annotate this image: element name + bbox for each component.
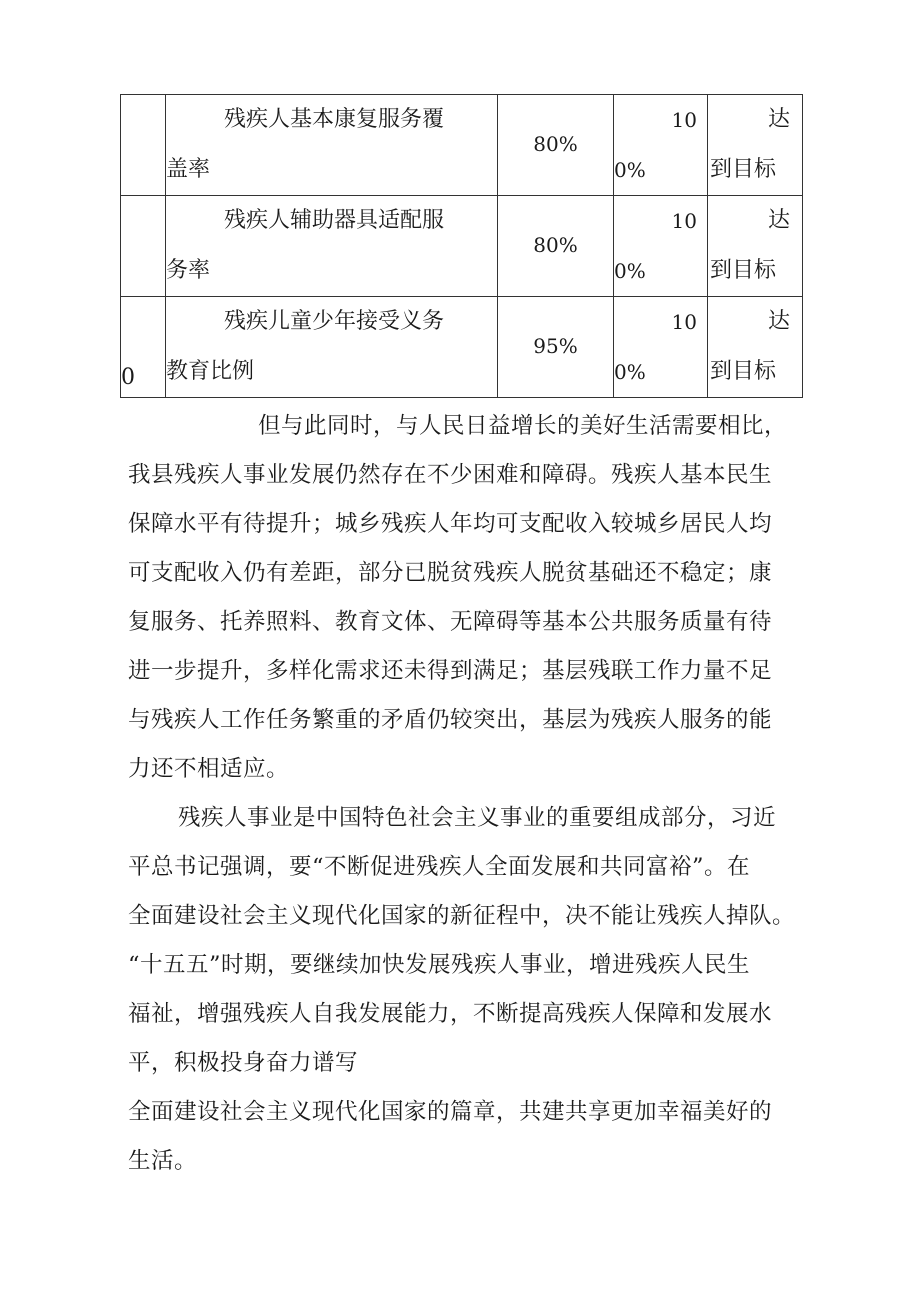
row-index-cell (121, 95, 166, 196)
paragraph-line: 力还不相适应。 (128, 756, 290, 782)
table-row (121, 95, 803, 196)
status-line1: 达 (767, 309, 790, 334)
value-cell (614, 95, 708, 196)
status-line2: 到目标 (710, 258, 777, 283)
paragraph-line: 但与此同时，与人民日益增长的美好生活需要相比， (258, 413, 788, 439)
paragraph-line: 残疾人事业是中国特色社会主义事业的重要组成部分，习近 (178, 805, 777, 831)
table-row (121, 196, 803, 297)
target-value: 80% (533, 132, 578, 156)
paragraph-line: 复服务、托养照料、教育文体、无障碍等基本公共服务质量有待 (128, 609, 773, 635)
status-line1: 达 (767, 107, 790, 132)
indicator-name-line1: 残疾人基本康复服务覆 (224, 107, 445, 132)
paragraph-line: 进一步提升，多样化需求还未得到满足；基层残联工作力量不足 (128, 658, 773, 684)
paragraph-line: 全面建设社会主义现代化国家的篇章，共建共享更加幸福美好的 (128, 1099, 773, 1125)
paragraph-line: 平总书记强调，要“不断促进残疾人全面发展和共同富裕”。在 (128, 854, 751, 880)
paragraph-line: 生活。 (128, 1148, 198, 1174)
table-row (121, 297, 803, 398)
row-index: 0 (121, 365, 135, 390)
indicator-name-cell (166, 95, 498, 196)
indicator-name-line2: 盖率 (166, 157, 211, 182)
target-value: 80% (533, 233, 578, 257)
indicator-name-cell (166, 196, 498, 297)
indicator-name-line2: 务率 (166, 258, 211, 283)
value-line2: 0% (614, 259, 646, 283)
paragraph-closing (128, 1088, 808, 1186)
paragraph-line: 可支配收入仍有差距，部分已脱贫残疾人脱贫基础还不稳定；康 (128, 560, 773, 586)
paragraph-line: 平，积极投身奋力谱写 (128, 1050, 359, 1076)
paragraph-line: 全面建设社会主义现代化国家的新征程中，决不能让残疾人掉队。 (128, 903, 796, 929)
indicator-name-cell (166, 297, 498, 398)
value-line2: 0% (614, 360, 646, 384)
row-index-cell (121, 196, 166, 297)
row-index-cell (121, 297, 166, 398)
status-line1: 达 (767, 208, 790, 233)
indicator-name-line1: 残疾儿童少年接受义务 (224, 309, 445, 334)
indicator-name-line1: 残疾人辅助器具适配服 (224, 208, 445, 233)
indicator-name-line2: 教育比例 (166, 359, 255, 384)
indicator-table (120, 94, 803, 398)
paragraph-line: 福祉，增强残疾人自我发展能力，不断提高残疾人保障和发展水 (128, 1001, 773, 1027)
paragraph-line: 与残疾人工作任务繁重的矛盾仍较突出，基层为残疾人服务的能 (128, 707, 773, 733)
paragraph-line: “十五五”时期，要继续加快发展残疾人事业，增进残疾人民生 (128, 952, 751, 978)
paragraph-challenges (128, 402, 808, 794)
paragraph-outlook (128, 794, 808, 1088)
paragraph-line: 我县残疾人事业发展仍然存在不少困难和障碍。残疾人基本民生 (128, 462, 773, 488)
status-cell (708, 196, 803, 297)
target-value: 95% (533, 334, 578, 358)
value-line1: 10 (671, 209, 697, 233)
value-line2: 0% (614, 158, 646, 182)
paragraph-line: 保障水平有待提升；城乡残疾人年均可支配收入较城乡居民人均 (128, 511, 773, 537)
status-line2: 到目标 (710, 359, 777, 384)
value-cell (614, 196, 708, 297)
target-cell (498, 196, 614, 297)
status-cell (708, 95, 803, 196)
status-cell (708, 297, 803, 398)
value-line1: 10 (671, 310, 697, 334)
value-cell (614, 297, 708, 398)
target-cell (498, 297, 614, 398)
value-line1: 10 (671, 108, 697, 132)
status-line2: 到目标 (710, 157, 777, 182)
target-cell (498, 95, 614, 196)
